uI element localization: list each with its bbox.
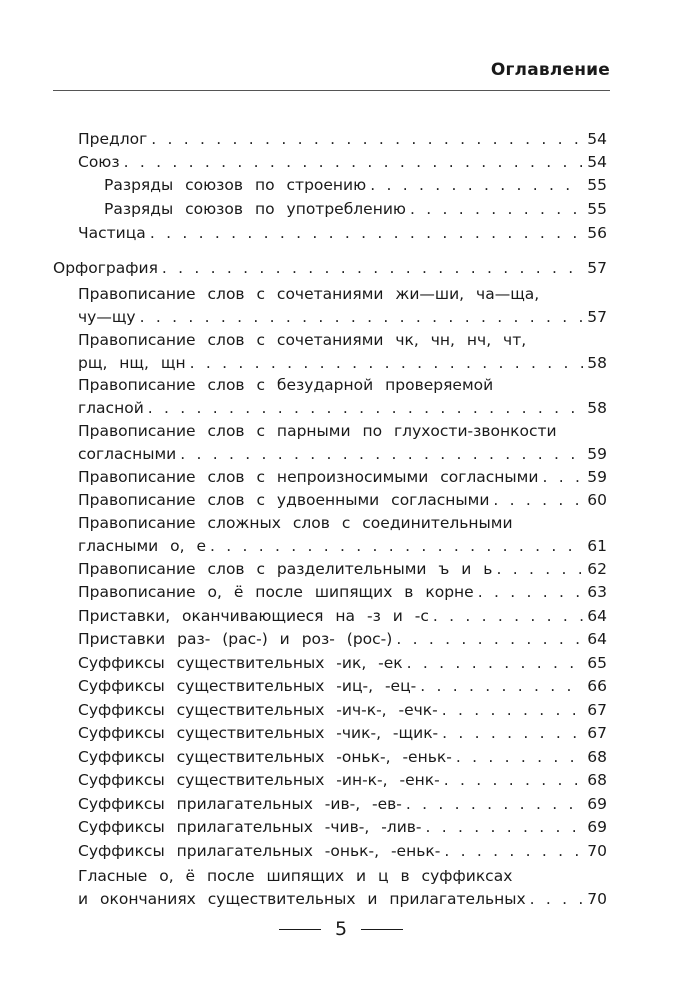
toc-page-number: 58 [587,399,607,417]
toc-entry [78,558,607,581]
dot-leader [151,128,583,151]
toc-page-number: 69 [587,818,607,836]
toc-entry-title: Правописание слов с сочетаниями чк, чн, нч, чт, [78,331,527,349]
footer-dash-left [279,929,321,930]
toc-page-number: 58 [587,354,607,372]
dot-leader [426,816,583,839]
toc-entry-title: Суффиксы прилагательных -чив-, -лив- [78,818,422,836]
toc-entry [78,283,607,329]
toc-entry [78,793,607,816]
dot-leader [530,888,583,911]
toc-entry [78,652,607,675]
toc-entry-title: согласными [78,445,177,463]
page-footer [0,918,682,940]
dot-leader [370,174,583,197]
toc-entry-title: Суффиксы существительных -ин-к-, -енк- [78,771,440,789]
dot-leader [190,352,583,375]
toc-entry [78,128,607,151]
toc-entry-title: Правописание слов с сочетаниями жи—ши, ча—ща, [78,285,540,303]
toc-entry [78,151,607,174]
toc-entry-title: Суффиксы существительных -иц-, -ец- [78,677,417,695]
toc-entry-title: Гласные о, ё после шипящих и ц в суффиксах [78,867,513,885]
dot-leader [444,840,583,863]
toc-entry [78,628,607,651]
dot-leader [444,769,583,792]
toc-entry-title: гласной [78,399,144,417]
toc-entry [78,746,607,769]
toc-entry [78,420,607,466]
toc-entry [78,374,607,420]
toc-entry [78,512,607,558]
toc-entry [78,816,607,839]
toc-page-number: 57 [587,259,607,277]
dot-leader [542,466,583,489]
dot-leader [210,535,583,558]
dot-leader [180,443,583,466]
dot-leader [478,581,583,604]
toc-entry-title: Союз [78,153,120,171]
dot-leader [433,605,583,628]
toc-entry-title: Частица [78,224,146,242]
toc-entry [78,222,607,245]
toc-page-number: 69 [587,795,607,813]
toc-page-number: 55 [587,200,607,218]
toc-entry-title: Правописание о, ё после шипящих в корне [78,583,474,601]
dot-leader [420,675,583,698]
toc-entry-title: Разряды союзов по строению [104,176,367,194]
toc-entry-title: рщ, нщ, щн [78,354,186,372]
toc-page-number: 64 [587,630,607,648]
toc-page-number: 70 [587,890,607,908]
toc-entry-title: Суффиксы существительных -оньк-, -еньк- [78,748,452,766]
toc-page-number: 55 [587,176,607,194]
toc-page-number: 68 [587,748,607,766]
toc-entry [78,675,607,698]
toc-entry [104,198,607,221]
toc-entry-title: и окончаниях существительных и прилагательных [78,890,526,908]
dot-leader [407,652,583,675]
dot-leader [406,793,583,816]
toc-entry-title: гласными о, е [78,537,207,555]
toc-entry [78,581,607,604]
toc-entry-title: Правописание слов с удвоенными согласными [78,491,490,509]
toc-entry [78,769,607,792]
toc-page-number: 59 [587,468,607,486]
dot-leader [396,628,583,651]
toc-entry-title: Суффиксы прилагательных -ив-, -ев- [78,795,402,813]
toc-entry-title: Правописание слов с непроизносимыми согласными [78,468,539,486]
toc-entry [78,466,607,489]
toc-page-number: 66 [587,677,607,695]
dot-leader [140,306,583,329]
page-header-title: Оглавление [490,60,610,80]
toc-entry-title: Суффиксы существительных -ик, -ек [78,654,403,672]
toc-page-number: 61 [587,537,607,555]
toc-entry [78,605,607,628]
toc-page-number: 63 [587,583,607,601]
toc-page-number: 59 [587,445,607,463]
toc-page-number: 57 [587,308,607,326]
dot-leader [410,198,583,221]
dot-leader [456,746,583,769]
toc-entry-title: Суффиксы прилагательных -оньк-, -еньк- [78,842,441,860]
page-number: 5 [334,918,348,940]
toc-entry-title: Приставки, оканчивающиеся на -з и -с [78,607,429,625]
toc-entry [78,489,607,512]
toc-entry-title: Правописание слов с безударной проверяемой [78,376,494,394]
dot-leader [148,397,583,420]
toc-entry-title: Предлог [78,130,148,148]
dot-leader [162,257,583,280]
toc-entry [78,329,607,375]
toc-entry [78,699,607,722]
toc-page-number: 70 [587,842,607,860]
toc-page-number: 68 [587,771,607,789]
toc-entry-title: Орфография [53,259,158,277]
toc-page-number: 67 [587,701,607,719]
toc-entry [78,865,607,911]
toc-entry-title: Правописание слов с разделительными ъ и ь [78,560,493,578]
toc-entry [104,174,607,197]
toc-entry-title: Правописание слов с парными по глухости-звонкости [78,422,557,440]
toc-entry-title: Приставки раз- (рас-) и роз- (рос-) [78,630,393,648]
toc-page-number: 62 [587,560,607,578]
dot-leader [124,151,583,174]
toc-entry [53,257,607,280]
toc-page-number: 56 [587,224,607,242]
header-divider [53,90,610,91]
dot-leader [442,699,583,722]
toc-page-number: 54 [587,153,607,171]
dot-leader [493,489,583,512]
dot-leader [442,722,583,745]
toc-page-number: 65 [587,654,607,672]
toc-page-number: 67 [587,724,607,742]
toc-entry-title: Суффиксы существительных -чик-, -щик- [78,724,439,742]
toc-entry [78,722,607,745]
toc-entry-title: чу—щу [78,308,136,326]
toc-page-number: 54 [587,130,607,148]
dot-leader [496,558,583,581]
toc-page-number: 60 [587,491,607,509]
toc-entry-title: Правописание сложных слов с соединительными [78,514,513,532]
dot-leader [150,222,583,245]
toc-entry-title: Разряды союзов по употреблению [104,200,406,218]
toc-entry-title: Суффиксы существительных -ич-к-, -ечк- [78,701,438,719]
toc-page-number: 64 [587,607,607,625]
footer-dash-right [361,929,403,930]
toc-entry [78,840,607,863]
